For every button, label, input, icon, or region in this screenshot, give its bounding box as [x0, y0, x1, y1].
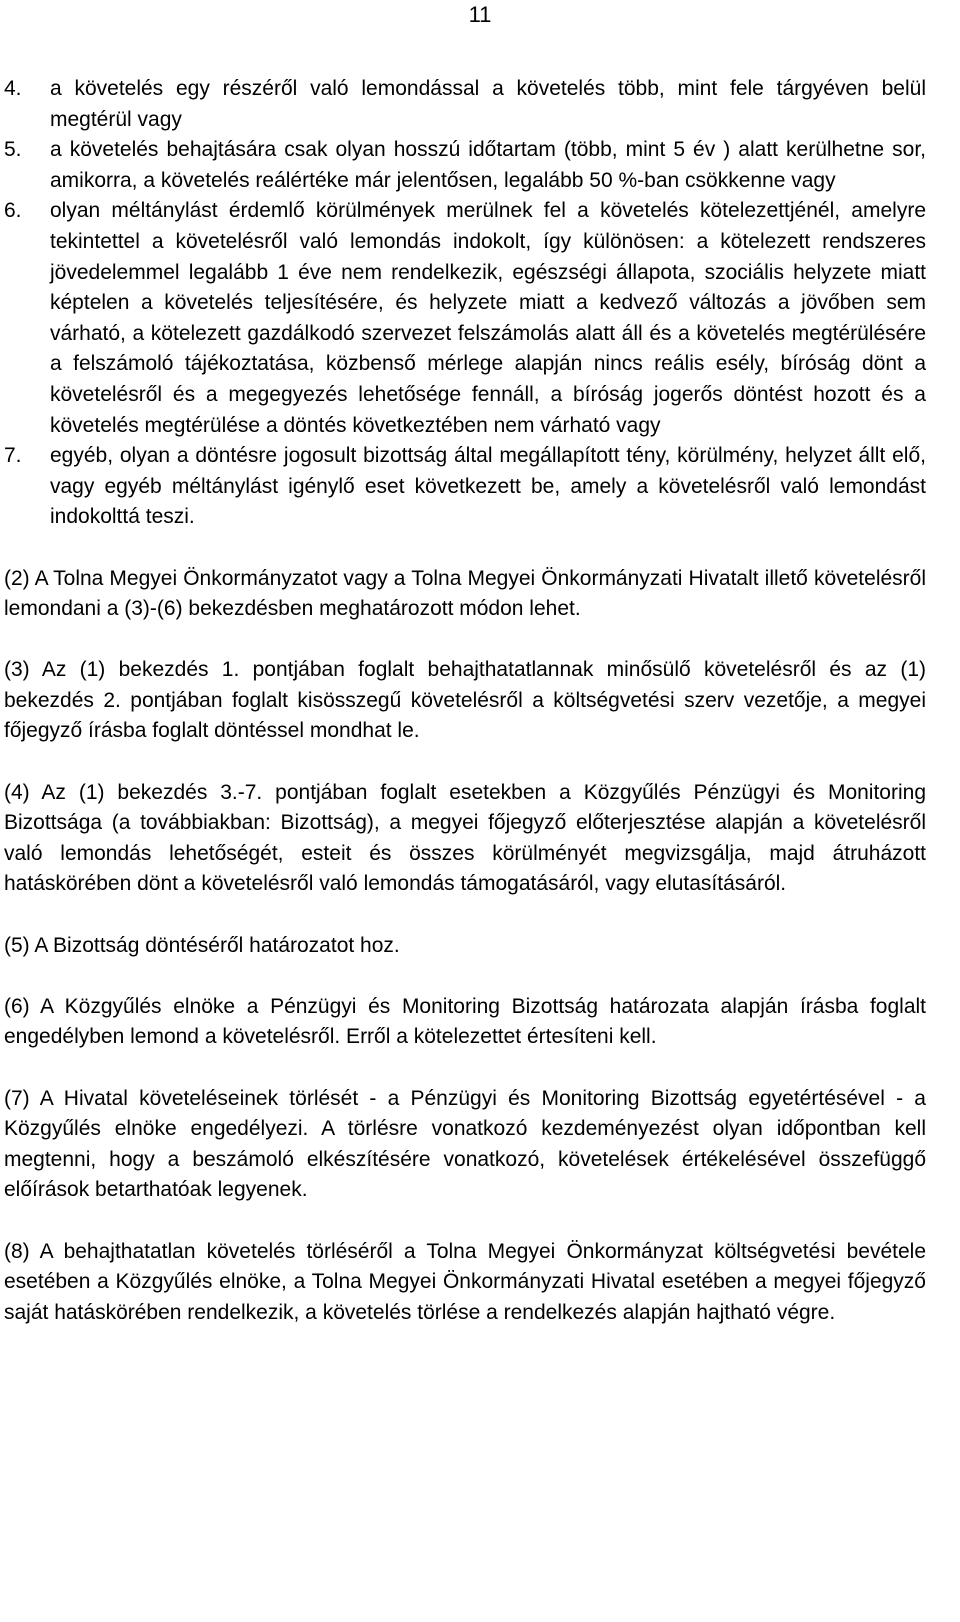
list-item-5: [4, 135, 926, 196]
list-item-7: [4, 441, 926, 533]
list-item-text: olyan méltánylást érdemlő körülmények merülnek fel a követelés kötelezettjénél, amelyre tekintettel a követelésről való lemondás indokolt, így különösen: a kötelezett rendszeres jövedelemmel legalább 1 éve nem rendelkezik, egészségi állapota, szociális helyzete miatt képtelen a követelés teljesítésére, és helyzete miatt a kedvező változás a jövőben sem várható, a kötelezett gazdálkodó szervezet felszámolás alatt áll és a követelés megtérülésére a felszámoló tájékoztatása, közbenső mérlege alapján nincs reális esély, bíróság dönt a követelésről és a megegyezés lehetősége fennáll, a bíróság jogerős döntést hozott és a követelés megtérülése a döntés következtében nem várható vagy: [50, 199, 926, 437]
list-item-text: egyéb, olyan a döntésre jogosult bizottság által megállapított tény, körülmény, helyzet állt elő, vagy egyéb méltánylást igénylő eset következett be, amely a követelésről való lemondást indokolttá teszi.: [50, 444, 926, 529]
list-item-6: [4, 196, 926, 441]
list-item-number: 6.: [4, 199, 22, 223]
list-item-4: [4, 74, 926, 135]
list-item-number: 7.: [4, 444, 22, 468]
numbered-list: [4, 74, 926, 533]
paragraph-3: (3) Az (1) bekezdés 1. pontjában foglalt behajthatatlannak minősülő követelésről és az (1) bekezdés 2. pontjában foglalt kisösszegű követelésről a költségvetési szerv vezetője, a megyei főjegyző írásba foglalt döntéssel mondhat le.: [4, 658, 926, 743]
paragraph-5: (5) A Bizottság döntéséről határozatot hoz.: [4, 933, 400, 957]
paragraph-8: (8) A behajthatatlan követelés törléséről a Tolna Megyei Önkormányzat költségvetési bevétele esetében a Közgyűlés elnöke, a Tolna Megyei Önkormányzati Hivatal esetében a megyei főjegyző saját hatáskörében rendelkezik, a követelés törlése a rendelkezés alapján hajtható végre.: [4, 1239, 926, 1324]
list-item-number: 4.: [4, 77, 22, 100]
paragraph-7: (7) A Hivatal követeléseinek törlését - a Pénzügyi és Monitoring Bizottság egyetértésével - a Közgyűlés elnöke engedélyezi. A törlésre vonatkozó kezdeményezést olyan időpontban kell megtenni, hogy a beszámoló elkészítésére vonatkozó, követelések értékelésével összefüggő előírások betarthatóak legyenek.: [4, 1086, 926, 1202]
list-item-text: a követelés behajtására csak olyan hosszú időtartam (több, mint 5 év ) alatt kerülhetne sor, amikorra, a követelés reálértéke már jelentősen, legalább 50 %-ban csökkenne vagy: [50, 138, 926, 192]
list-item-text: a követelés egy részéről való lemondással a követelés több, mint fele tárgyéven belül megtérül vagy: [50, 77, 926, 131]
document-body: [4, 74, 926, 1328]
paragraph-6: (6) A Közgyűlés elnöke a Pénzügyi és Monitoring Bizottság határozata alapján írásba foglalt engedélyben lemond a követelésről. Erről a kötelezettet értesíteni kell.: [4, 994, 926, 1049]
paragraph-2: (2) A Tolna Megyei Önkormányzatot vagy a Tolna Megyei Önkormányzati Hivatalt illető követelésről lemondani a (3)-(6) bekezdésben meghatározott módon lehet.: [4, 566, 926, 621]
list-item-number: 5.: [4, 138, 22, 162]
paragraph-4: (4) Az (1) bekezdés 3.-7. pontjában foglalt esetekben a Közgyűlés Pénzügyi és Monitoring Bizottsága (a továbbiakban: Bizottság), a megyei főjegyző előterjesztése alapján a követelésről való lemondás lehetőségét, esteit és összes körülményét megvizsgálja, majd átruházott hatáskörében dönt a követelésről való lemondás támogatásáról, vagy elutasításáról.: [4, 780, 926, 896]
page-number: 11: [468, 2, 492, 27]
